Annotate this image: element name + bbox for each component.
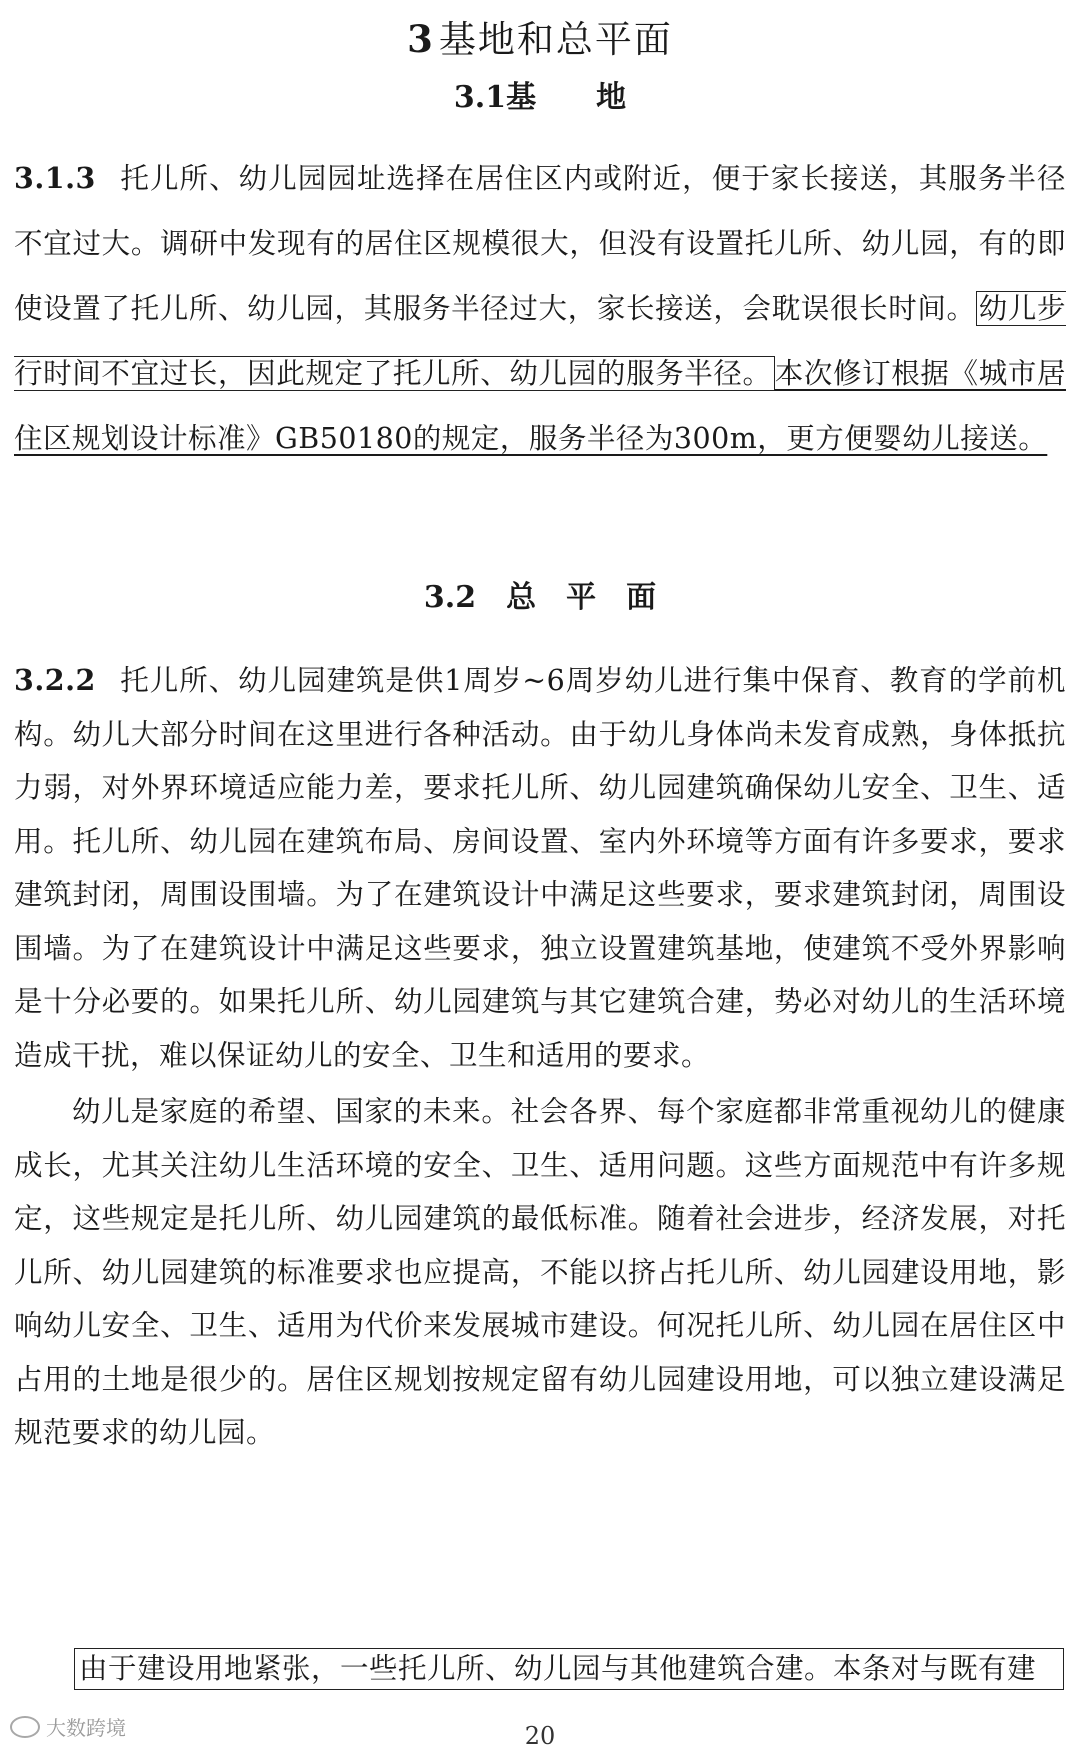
clause-number: 3.1.3 <box>14 161 96 195</box>
underlined-revision: 本次修订根据《城市居住区规划设计标准》GB50180的规定，服务半径为300m，更方便婴幼儿接送。 <box>14 357 1066 455</box>
explanation-paragraph <box>14 1085 1066 1460</box>
section-title-3-2 <box>0 576 1080 620</box>
boxed-paragraph-start <box>74 1648 1064 1690</box>
chapter-title-text: 基地和总平面 <box>438 18 673 61</box>
section-title-text: 3.1基 地 <box>453 80 627 115</box>
chapter-title <box>0 14 1080 65</box>
paragraph-text: 幼儿是家庭的希望、国家的未来。社会各界、每个家庭都非常重视幼儿的健康成长，尤其关注幼儿生活环境的安全、卫生、适用问题。这些方面规范中有许多规定，这些规定是托儿所、幼儿园建筑的最低标准。随着社会进步，经济发展，对托儿所、幼儿园建筑的标准要求也应提高，不能以挤占托儿所、幼儿园建设用地，影响幼儿安全、卫生、适用为代价来发展城市建设。何况托儿所、幼儿园在居住区中占用的土地是很少的。居住区规划按规定留有幼儿园建设用地，可以独立建设满足规范要求的幼儿园。 <box>14 1095 1066 1449</box>
boxed-highlight: 幼儿步行时间不宜过长，因此规定了托儿所、幼儿园的服务半径。 <box>14 292 1066 390</box>
clause-3-1-3 <box>14 146 1066 471</box>
clause-text: 托儿所、幼儿园建筑是供1周岁~6周岁幼儿进行集中保育、教育的学前机构。幼儿大部分时间在这里进行各种活动。由于幼儿身体尚未发育成熟，身体抵抗力弱，对外界环境适应能力差，要求托儿所、幼儿园建筑确保幼儿安全、卫生、适用。托儿所、幼儿园在建筑布局、房间设置、室内外环境等方面有许多要求，要求建筑封闭，周围设围墙。为了在建筑设计中满足这些要求，要求建筑封闭，周围设围墙。为了在建筑设计中满足这些要求，独立设置建筑基地，使建筑不受外界影响是十分必要的。如果托儿所、幼儿园建筑与其它建筑合建，势必对幼儿的生活环境造成干扰，难以保证幼儿的安全、卫生和适用的要求。 <box>14 664 1066 1072</box>
page-number: 20 <box>524 1722 556 1750</box>
clause-number: 3.2.2 <box>14 663 96 697</box>
clause-3-2-2 <box>14 654 1066 1082</box>
chapter-number: 3 <box>407 17 435 61</box>
section-title-text: 3.2 总 平 面 <box>423 580 657 615</box>
boxed-paragraph-text: 由于建设用地紧张，一些托儿所、幼儿园与其他建筑合建。本条对与既有建 <box>79 1652 1037 1685</box>
watermark-text: 大数跨境 <box>46 1716 126 1740</box>
section-title-3-1 <box>0 76 1080 120</box>
clause-text: 托儿所、幼儿园园址选择在居住区内或附近，便于家长接送，其服务半径不宜过大。调研中发现有的居住区规模很大，但没有设置托儿所、幼儿园，有的即使设置了托儿所、幼儿园，其服务半径过大，家长接送，会耽误很长时间。 <box>14 162 1066 325</box>
